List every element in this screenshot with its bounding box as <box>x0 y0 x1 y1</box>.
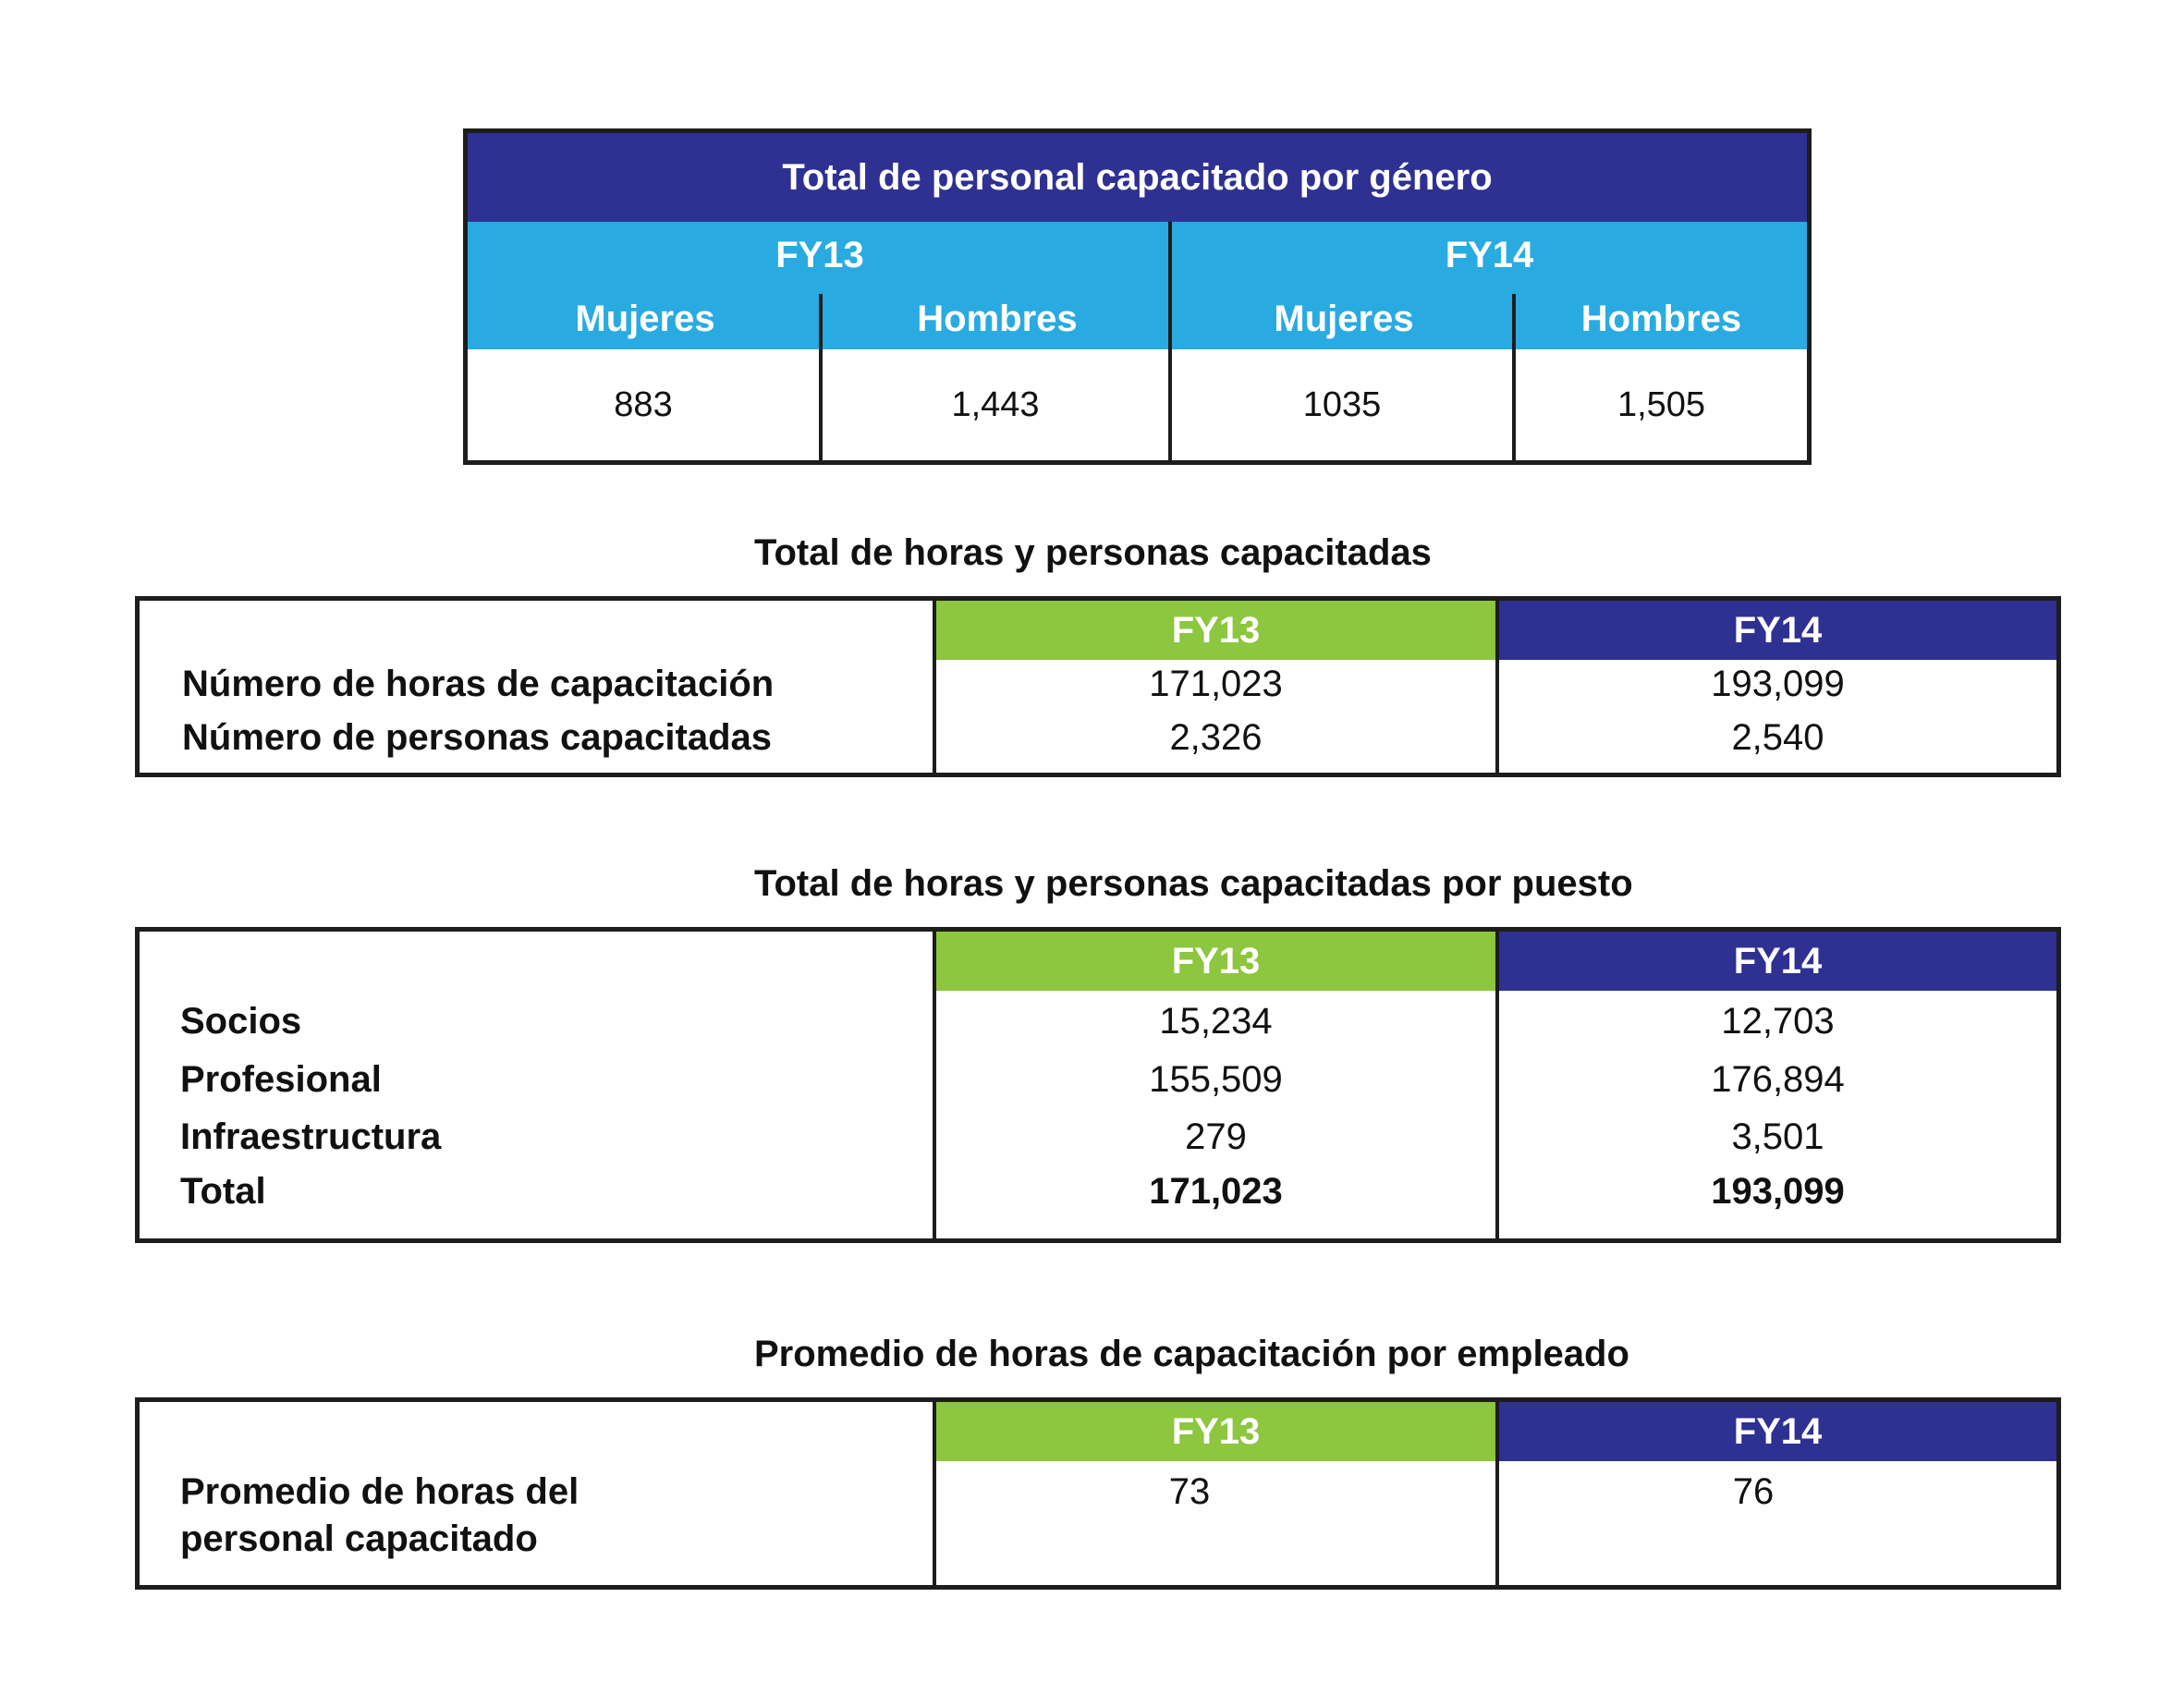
average-col-fy14: FY14 <box>1499 1402 2056 1461</box>
by-position-table <box>135 927 2061 1243</box>
gender-table-title: Total de personal capacitado por género <box>468 133 1807 222</box>
by-position-col-fy14: FY14 <box>1499 932 2056 991</box>
hours-people-title: Total de horas y personas capacitadas <box>754 532 1432 573</box>
row-label-horas: Número de horas de capacitación <box>182 664 775 704</box>
row-value-personas-fy13: 2,326 <box>1169 717 1263 758</box>
row-label-promedio-line1: Promedio de horas del <box>180 1471 580 1512</box>
row-value-total-fy13: 171,023 <box>1149 1171 1283 1212</box>
gender-col-fy13-hombres: Hombres <box>917 298 1078 339</box>
by-position-title: Total de horas y personas capacitadas por puesto <box>754 863 1633 904</box>
average-title: Promedio de horas de capacitación por empleado <box>754 1334 1629 1374</box>
row-value-total-fy14: 193,099 <box>1711 1171 1845 1212</box>
gender-col-fy14-hombres: Hombres <box>1580 298 1742 339</box>
row-value-profesional-fy14: 176,894 <box>1711 1059 1845 1100</box>
row-value-socios-fy13: 15,234 <box>1159 1001 1273 1042</box>
by-position-col-fy13: FY13 <box>936 932 1495 991</box>
gender-value-fy13-hombres: 1,443 <box>951 384 1040 424</box>
average-col-fy13: FY13 <box>936 1402 1495 1461</box>
gender-col-fy13-mujeres: Mujeres <box>575 298 715 339</box>
row-value-profesional-fy13: 155,509 <box>1149 1059 1283 1100</box>
row-value-infraestructura-fy13: 279 <box>1185 1116 1247 1157</box>
hours-people-col-fy14: FY14 <box>1499 601 2056 660</box>
row-value-promedio-fy13: 73 <box>1168 1471 1211 1512</box>
row-value-horas-fy14: 193,099 <box>1711 664 1845 704</box>
gender-table-header <box>468 222 1807 349</box>
row-label-total: Total <box>180 1171 266 1212</box>
gender-year-fy14: FY14 <box>1445 234 1534 275</box>
row-value-horas-fy13: 171,023 <box>1149 664 1283 704</box>
row-label-promedio-line2: personal capacitado <box>180 1518 538 1559</box>
hours-people-col-fy13: FY13 <box>936 601 1495 660</box>
gender-col-fy14-mujeres: Mujeres <box>1274 298 1414 339</box>
gender-value-fy14-hombres: 1,505 <box>1617 384 1706 424</box>
row-label-personas: Número de personas capacitadas <box>182 717 773 758</box>
average-table <box>135 1397 2061 1590</box>
row-value-infraestructura-fy14: 3,501 <box>1731 1116 1824 1157</box>
row-value-socios-fy14: 12,703 <box>1721 1001 1835 1042</box>
gender-table <box>463 128 1812 465</box>
gender-value-fy14-mujeres: 1035 <box>1302 384 1382 424</box>
row-label-socios: Socios <box>180 1001 302 1042</box>
row-label-infraestructura: Infraestructura <box>180 1116 442 1157</box>
gender-value-fy13-mujeres: 883 <box>614 384 673 424</box>
row-value-personas-fy14: 2,540 <box>1731 717 1824 758</box>
gender-year-fy13: FY13 <box>775 234 864 275</box>
row-value-promedio-fy14: 76 <box>1732 1471 1775 1512</box>
row-label-profesional: Profesional <box>180 1059 382 1100</box>
hours-people-table <box>135 596 2061 777</box>
